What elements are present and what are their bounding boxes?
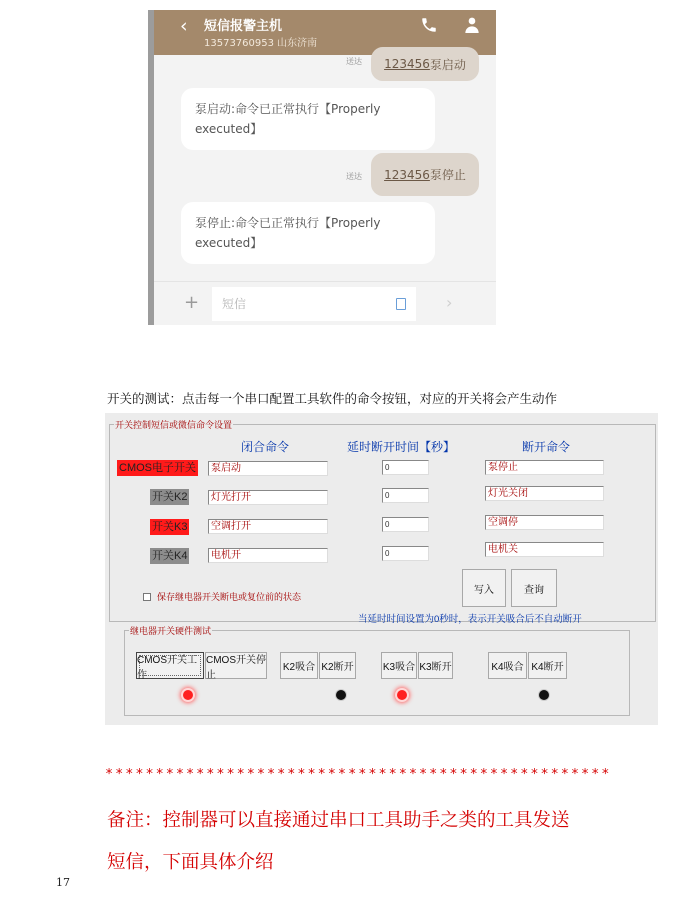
open-command-header: 断开命令 xyxy=(522,440,571,454)
cmos-work-button[interactable]: CMOS开关工作 xyxy=(136,652,204,679)
query-button[interactable]: 查询 xyxy=(511,569,557,607)
group-title: 开关控制短信或微信命令设置 xyxy=(115,420,233,430)
received-message-bubble: 泵停止:命令已正常执行【Properly executed】 xyxy=(181,202,435,264)
delay-seconds-input[interactable]: 0 xyxy=(382,460,429,475)
k2-close-button[interactable]: K2吸合 xyxy=(280,652,318,679)
remark-line-1: 备注：控制器可以直接通过串口工具助手之类的工具发送 xyxy=(107,810,570,831)
test-caption: 开关的测试：点击每一个串口配置工具软件的命令按钮，对应的开关将会产生动作 xyxy=(107,391,558,406)
delay-seconds-input[interactable]: 0 xyxy=(382,488,429,503)
received-message-bubble: 泵启动:命令已正常执行【Properly executed】 xyxy=(181,88,435,150)
close-command-input[interactable]: 空调打开 xyxy=(208,519,328,534)
write-button[interactable]: 写入 xyxy=(462,569,506,607)
plus-icon[interactable]: + xyxy=(184,292,200,313)
delay-note: 当延时时间设置为0秒时，表示开关吸合后不自动断开 xyxy=(358,614,582,625)
sms-input[interactable]: 短信 xyxy=(212,287,416,321)
sent-message-bubble xyxy=(371,47,479,81)
led-cmos-on xyxy=(183,690,193,700)
close-command-input[interactable]: 泵启动 xyxy=(208,461,328,476)
k3-open-button[interactable]: K3断开 xyxy=(418,652,453,679)
cmos-stop-button[interactable]: CMOS开关停止 xyxy=(205,652,267,679)
phone-icon[interactable] xyxy=(420,16,438,34)
save-state-checkbox-row[interactable] xyxy=(143,590,301,603)
led-k3-on xyxy=(397,690,407,700)
k4-close-button[interactable]: K4吸合 xyxy=(488,652,527,679)
message-number[interactable]: 123456 xyxy=(384,57,430,71)
led-k2-off xyxy=(336,690,346,700)
sms-input-bar xyxy=(154,281,496,325)
sms-screenshot xyxy=(148,10,496,325)
switch-label-k3: 开关K3 xyxy=(152,521,188,533)
group-title: 继电器开关硬件测试 xyxy=(130,626,212,636)
save-state-checkbox[interactable] xyxy=(143,593,151,601)
back-arrow-icon[interactable]: ‹ xyxy=(180,15,188,37)
hardware-test-group xyxy=(124,626,630,716)
star-divider: ************************************************** xyxy=(105,766,612,782)
open-command-input[interactable]: 灯光关闭 xyxy=(485,486,604,501)
delay-seconds-input[interactable]: 0 xyxy=(382,517,429,532)
contact-name: 短信报警主机 xyxy=(204,19,283,34)
phone-edge xyxy=(148,10,154,325)
switch-label-k2: 开关K2 xyxy=(152,491,188,503)
close-command-input[interactable]: 灯光打开 xyxy=(208,490,328,505)
command-settings-group xyxy=(109,420,656,625)
switch-label-cmos: CMOS电子开关 xyxy=(119,462,196,474)
close-command-header: 闭合命令 xyxy=(241,440,290,454)
message-text: 泵启动 xyxy=(429,57,466,72)
person-icon[interactable] xyxy=(464,16,480,34)
delivered-label: 送达 xyxy=(346,57,362,66)
send-arrow-icon[interactable]: › xyxy=(446,293,453,312)
config-tool-panel xyxy=(105,413,658,725)
open-command-input[interactable]: 电机关 xyxy=(485,542,604,557)
sent-message-bubble xyxy=(371,153,479,196)
page-number: 17 xyxy=(56,876,70,889)
message-number[interactable]: 123456 xyxy=(384,167,430,182)
delay-time-header: 延时断开时间【秒】 xyxy=(347,440,456,454)
switch-label-k4: 开关K4 xyxy=(152,550,188,562)
close-command-input[interactable]: 电机开 xyxy=(208,548,328,563)
save-state-label: 保存继电器开关断电或复位前的状态 xyxy=(157,592,302,602)
sim-card-icon[interactable] xyxy=(396,298,406,310)
message-text: 泵停止 xyxy=(429,168,466,182)
led-k4-off xyxy=(539,690,549,700)
remark-line-2: 短信，下面具体介绍 xyxy=(107,852,274,873)
open-command-input[interactable]: 空调停 xyxy=(485,515,604,530)
k4-open-button[interactable]: K4断开 xyxy=(528,652,567,679)
delivered-label: 送达 xyxy=(346,172,362,181)
contact-number: 13573760953 山东济南 xyxy=(204,38,318,49)
k3-close-button[interactable]: K3吸合 xyxy=(381,652,417,679)
k2-open-button[interactable]: K2断开 xyxy=(319,652,356,679)
open-command-input[interactable]: 泵停止 xyxy=(485,460,604,475)
delay-seconds-input[interactable]: 0 xyxy=(382,546,429,561)
